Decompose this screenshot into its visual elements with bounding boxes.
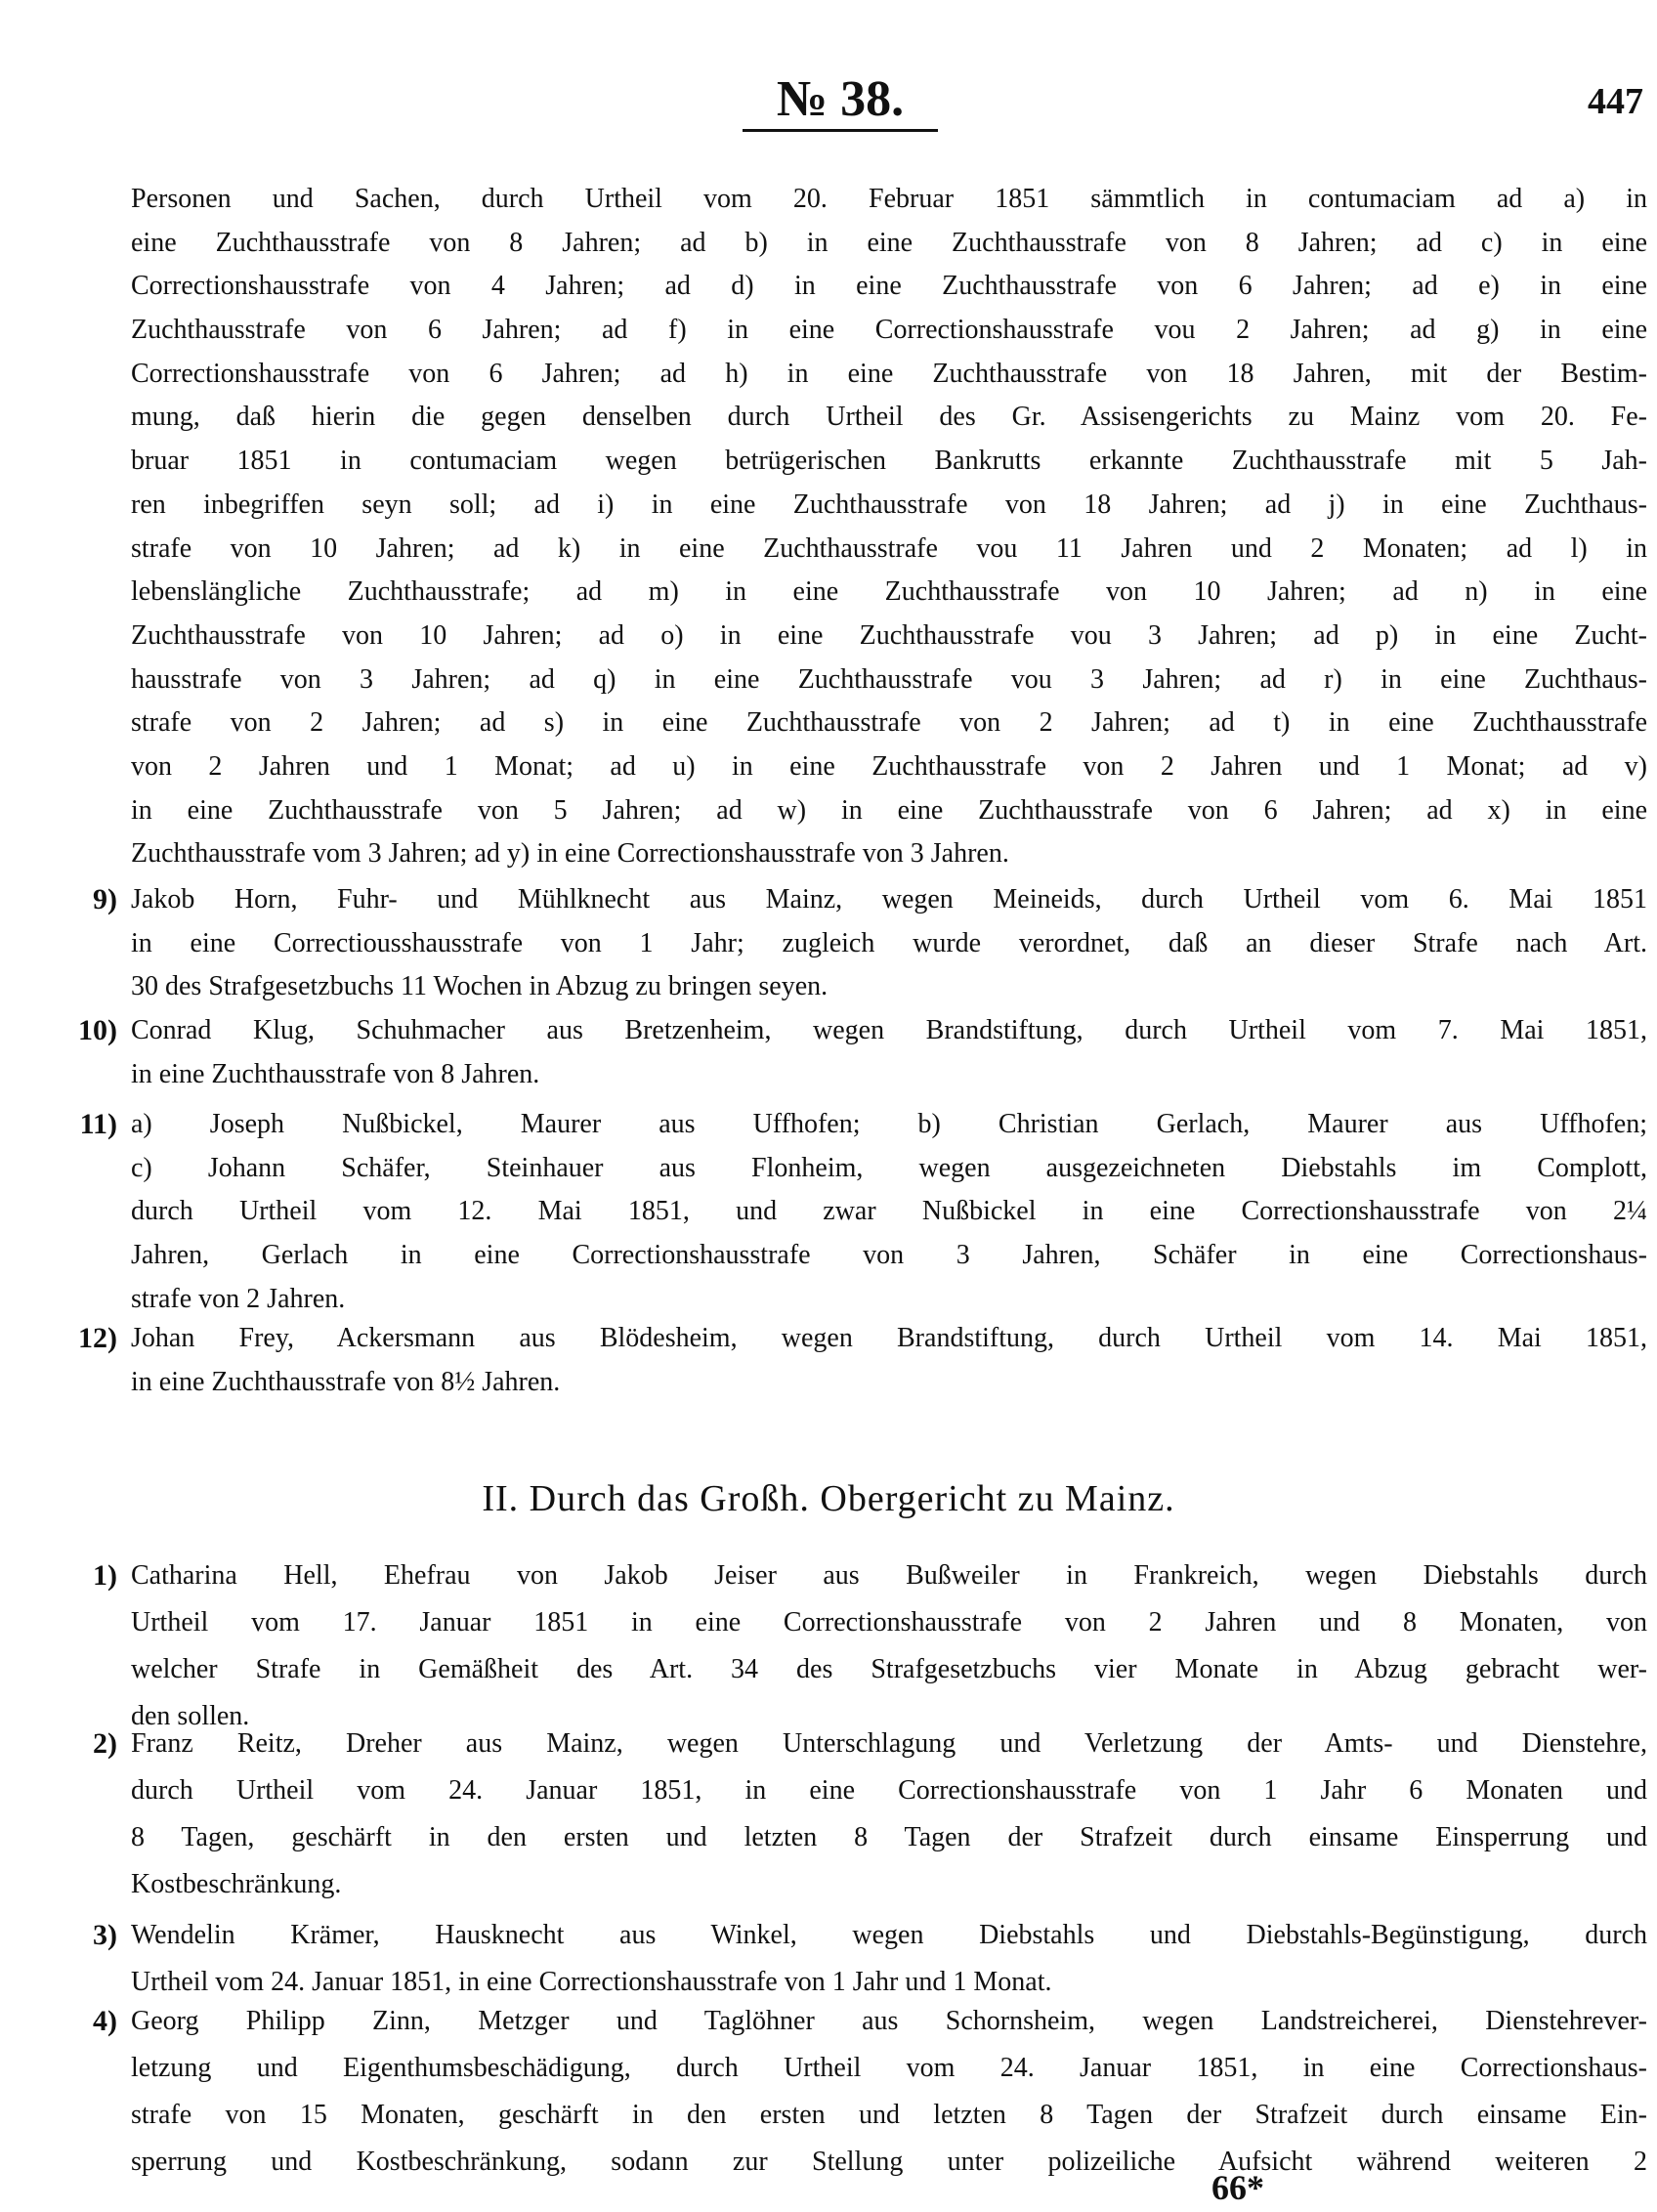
text-line: Georg Philipp Zinn, Metzger und Taglöhner aus Schornsheim, wegen Landstreicherei, Dienstehrever- (131, 2006, 1647, 2036)
text-line: Jakob Horn, Fuhr- und Mühlknecht aus Mainz, wegen Meineids, durch Urtheil vom 6. Mai 1851 (131, 884, 1647, 915)
continuation-paragraph (131, 178, 1647, 876)
section2-entry-1 (93, 1553, 1647, 1740)
entry-number: 4) (93, 2005, 117, 2037)
text-line: Zuchthausstrafe von 6 Jahren; ad f) in eine Correctionshausstrafe vou 2 Jahren; ad g) in eine (131, 315, 1647, 346)
text-line: Zuchthausstrafe vom 3 Jahren; ad y) in eine Correctionshausstrafe von 3 Jahren. (131, 838, 1009, 870)
text-line: in eine Zuchthausstrafe von 5 Jahren; ad w) in eine Zuchthausstrafe von 6 Jahren; ad x) in eine (131, 794, 1647, 826)
text-line: eine Zuchthausstrafe von 8 Jahren; ad b) in eine Zuchthausstrafe von 8 Jahren; ad c) in eine (131, 227, 1647, 258)
entry-number: 11) (79, 1108, 117, 1140)
text-line: Correctionshausstrafe von 4 Jahren; ad d) in eine Zuchthausstrafe von 6 Jahren; ad e) in eine (131, 271, 1647, 302)
text-line: hausstrafe von 3 Jahren; ad q) in eine Zuchthausstrafe vou 3 Jahren; ad r) in eine Zuchthaus- (131, 663, 1647, 695)
entry-number: 1) (93, 1559, 117, 1592)
text-line: 30 des Strafgesetzbuchs 11 Wochen in Abzug zu bringen seyen. (131, 971, 828, 1002)
text-line: a) Joseph Nußbickel, Maurer aus Uffhofen; b) Christian Gerlach, Maurer aus Uffhofen; (131, 1109, 1647, 1139)
page-number: 447 (1588, 81, 1643, 122)
text-line: in eine Zuchthausstrafe von 8 Jahren. (131, 1058, 540, 1089)
signature-mark: 66* (1211, 2168, 1264, 2207)
text-line: Conrad Klug, Schuhmacher aus Bretzenheim, wegen Brandstiftung, durch Urtheil vom 7. Mai 1851, (131, 1015, 1647, 1045)
entry-11 (79, 1103, 1647, 1321)
text-line: sperrung und Kostbeschränkung, sodann zur Stellung unter polizeiliche Aufsicht während weiteren 2 (131, 2147, 1647, 2177)
text-line: c) Johann Schäfer, Steinhauer aus Flonheim, wegen ausgezeichneten Diebstahls im Complott, (131, 1152, 1647, 1183)
text-line: mung, daß hierin die gegen denselben durch Urtheil des Gr. Assisengerichts zu Mainz vom 20. Fe- (131, 402, 1647, 433)
entry-number: 10) (78, 1014, 117, 1046)
text-line: welcher Strafe in Gemäßheit des Art. 34 des Strafgesetzbuchs vier Monate in Abzug gebracht wer- (131, 1654, 1647, 1684)
entry-9 (93, 878, 1647, 1009)
issue-number: № 38. (743, 70, 938, 132)
text-line: Kostbeschränkung. (131, 1869, 342, 1899)
text-line: Zuchthausstrafe von 10 Jahren; ad o) in eine Zuchthausstrafe vou 3 Jahren; ad p) in eine Zucht- (131, 619, 1647, 651)
text-line: von 2 Jahren und 1 Monat; ad u) in eine Zuchthausstrafe von 2 Jahren und 1 Monat; ad v) (131, 750, 1647, 782)
text-line: Urtheil vom 17. Januar 1851 in eine Correctionshausstrafe von 2 Jahren und 8 Monaten, von (131, 1607, 1647, 1638)
text-line: Franz Reitz, Dreher aus Mainz, wegen Unterschlagung und Verletzung der Amts- und Dienstehre, (131, 1728, 1647, 1759)
text-line: Johan Frey, Ackersmann aus Blödesheim, wegen Brandstiftung, durch Urtheil vom 14. Mai 1851, (131, 1323, 1647, 1353)
text-line: 8 Tagen, geschärft in den ersten und letzten 8 Tagen der Strafzeit durch einsame Einsperrung und (131, 1822, 1647, 1852)
entry-number: 2) (93, 1727, 117, 1760)
entry-12 (78, 1317, 1647, 1404)
text-line: strafe von 10 Jahren; ad k) in eine Zuchthausstrafe vou 11 Jahren und 2 Monaten; ad l) in (131, 532, 1647, 564)
text-line: den sollen. (131, 1701, 250, 1731)
section2-entry-4 (93, 1998, 1647, 2186)
text-line: in eine Correctiousshausstrafe von 1 Jahr; zugleich wurde verordnet, daß an dieser Strafe nach Art. (131, 927, 1647, 958)
text-line: durch Urtheil vom 24. Januar 1851, in eine Correctionshausstrafe von 1 Jahr 6 Monaten und (131, 1775, 1647, 1806)
text-line: Jahren, Gerlach in eine Correctionshausstrafe von 3 Jahren, Schäfer in eine Correctionshaus- (131, 1240, 1647, 1271)
text-line: bruar 1851 in contumaciam wegen betrügerischen Bankrutts erkannte Zuchthausstrafe mit 5 Jah- (131, 446, 1647, 477)
text-line: ren inbegriffen seyn soll; ad i) in eine Zuchthausstrafe von 18 Jahren; ad j) in eine Zuchthaus- (131, 489, 1647, 520)
text-line: strafe von 2 Jahren. (131, 1283, 346, 1314)
text-line: Personen und Sachen, durch Urtheil vom 20. Februar 1851 sämmtlich in contumaciam ad a) in (131, 184, 1647, 214)
entry-10 (78, 1009, 1647, 1096)
text-line: in eine Zuchthausstrafe von 8½ Jahren. (131, 1366, 561, 1397)
text-line: Wendelin Krämer, Hausknecht aus Winkel, wegen Diebstahls und Diebstahls-Begünstigung, durch (131, 1920, 1647, 1950)
text-line: lebenslängliche Zuchthausstrafe; ad m) in eine Zuchthausstrafe von 10 Jahren; ad n) in eine (131, 576, 1647, 608)
text-line: Correctionshausstrafe von 6 Jahren; ad h) in eine Zuchthausstrafe von 18 Jahren, mit der Bestim- (131, 358, 1647, 389)
section2-entry-2 (93, 1721, 1647, 1908)
text-line: durch Urtheil vom 12. Mai 1851, und zwar Nußbickel in eine Correctionshausstrafe von 2¼ (131, 1196, 1647, 1227)
entry-number: 12) (78, 1322, 117, 1354)
text-line: Urtheil vom 24. Januar 1851, in eine Correctionshausstrafe von 1 Jahr und 1 Monat. (131, 1967, 1052, 1997)
text-line: Catharina Hell, Ehefrau von Jakob Jeiser aus Bußweiler in Frankreich, wegen Diebstahls durch (131, 1560, 1647, 1591)
entry-number: 9) (93, 883, 117, 915)
section2-entry-3 (93, 1912, 1647, 2006)
section-heading: II. Durch das Großh. Obergericht zu Mainz. (482, 1478, 1175, 1519)
text-line: letzung und Eigenthumsbeschädigung, durch Urtheil vom 24. Januar 1851, in eine Correctionshaus- (131, 2053, 1647, 2083)
text-line: strafe von 2 Jahren; ad s) in eine Zuchthausstrafe von 2 Jahren; ad t) in eine Zuchthausstrafe (131, 707, 1647, 739)
entry-number: 3) (93, 1919, 117, 1951)
text-line: strafe von 15 Monaten, geschärft in den ersten und letzten 8 Tagen der Strafzeit durch einsame Ein- (131, 2100, 1647, 2130)
